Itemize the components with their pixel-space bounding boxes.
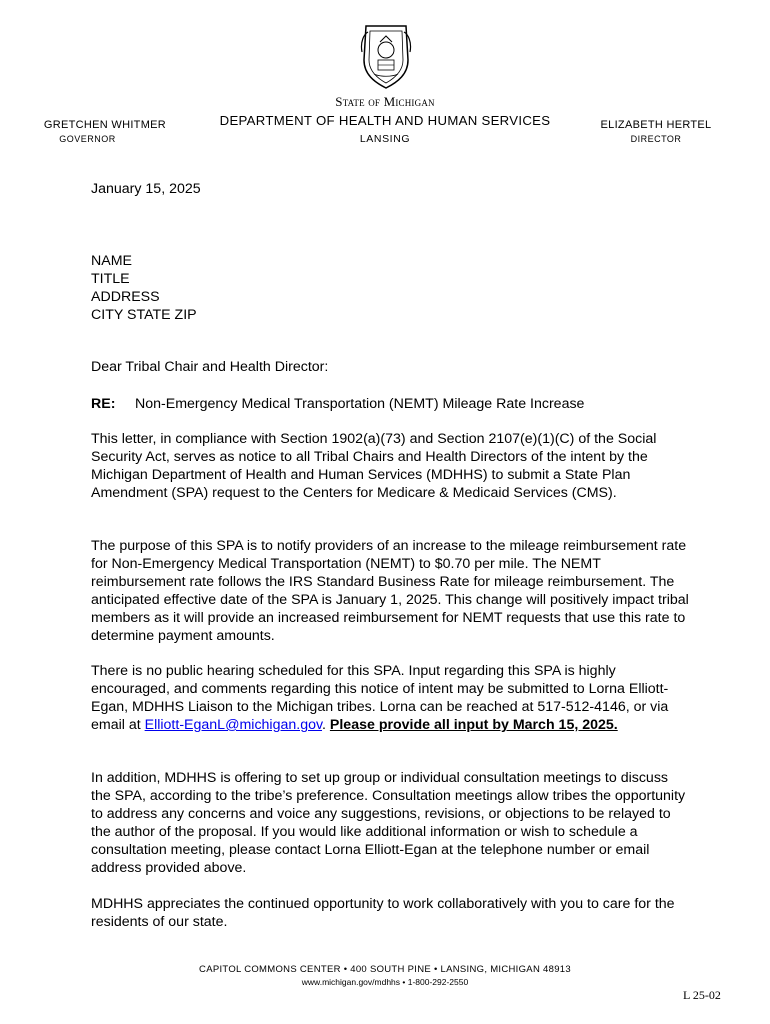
- paragraph-input: [91, 662, 691, 734]
- re-label: RE:: [91, 396, 116, 412]
- director-name: ELIZABETH HERTEL: [600, 119, 712, 131]
- recipient-address: [91, 252, 691, 324]
- paragraph-consultation: [91, 769, 691, 877]
- footer-contact: www.michigan.gov/mdhhs • 1-800-292-2550: [301, 977, 469, 987]
- deadline-emphasis: Please provide all input by March 15, 2025.: [329, 717, 618, 733]
- paragraph-text: [91, 662, 691, 734]
- paragraph-text-part: There is no public hearing scheduled for this SPA. Input regarding this SPA is highly encouraged, and comments regarding this notice of intent may be submitted to Lorna Elliott-Egan, MDHHS Liaison to the Michigan tribes. Lorna can be reached at 517-512-4146, or via email at: [91, 663, 669, 733]
- michigan-state-seal-icon: [358, 22, 414, 90]
- re-subject: Non-Emergency Medical Transportation (NEMT) Mileage Rate Increase: [135, 396, 585, 412]
- address-line: CITY STATE ZIP: [91, 307, 197, 323]
- re-line: [91, 395, 691, 413]
- address-line: TITLE: [91, 271, 130, 287]
- governor-title: GOVERNOR: [59, 134, 116, 144]
- paragraph-closing: [91, 895, 691, 931]
- document-number: L 25-02: [683, 988, 721, 1002]
- address-line: ADDRESS: [91, 289, 160, 305]
- paragraph-purpose: [91, 537, 691, 645]
- paragraph-text: In addition, MDHHS is offering to set up group or individual consultation meetings to discuss the SPA, according to the tribe’s preference. Consultation meetings allow tribes the opportunity to address any concerns and voice any suggestions, revisions, or objections to be relayed to the author of the proposal. If you would like additional information or wish to schedule a consultation meeting, please contact Lorna Elliott-Egan at the telephone number or email address provided above.: [91, 770, 686, 876]
- footer-address: CAPITOL COMMONS CENTER • 400 SOUTH PINE • LANSING, MICHIGAN 48913: [199, 964, 571, 975]
- email-link[interactable]: Elliott-EganL@michigan.gov: [144, 717, 323, 733]
- paragraph-text: The purpose of this SPA is to notify providers of an increase to the mileage reimbursement rate for Non-Emergency Medical Transportation (NEMT) to $0.70 per mile. The NEMT reimbursement rate follows the IRS Standard Business Rate for mileage reimbursement. The anticipated effective date of the SPA is January 1, 2025. This change will positively impact tribal members as it will provide an increased reimbursement for NEMT requests that use this rate to determine payment amounts.: [91, 538, 689, 644]
- address-line: NAME: [91, 253, 132, 269]
- paragraph-text: MDHHS appreciates the continued opportunity to work collaboratively with you to care for the residents of our state.: [91, 896, 675, 930]
- paragraph-notice: [91, 430, 691, 502]
- department-city: LANSING: [359, 133, 411, 145]
- paragraph-text: This letter, in compliance with Section 1902(a)(73) and Section 2107(e)(1)(C) of the Social Security Act, serves as notice to all Tribal Chairs and Health Directors of the intent by the Michigan Department of Health and Human Services (MDHHS) to submit a State Plan Amendment (SPA) request to the Centers for Medicare & Medicaid Services (CMS).: [91, 431, 657, 501]
- governor-name: GRETCHEN WHITMER: [43, 119, 167, 131]
- salutation: Dear Tribal Chair and Health Director:: [91, 359, 329, 375]
- paragraph-text-part: .: [322, 717, 330, 733]
- director-title: DIRECTOR: [630, 134, 682, 144]
- letter-date: January 15, 2025: [91, 181, 201, 197]
- department-name: DEPARTMENT OF HEALTH AND HUMAN SERVICES: [219, 113, 551, 128]
- state-of-michigan: State of Michigan: [335, 94, 435, 109]
